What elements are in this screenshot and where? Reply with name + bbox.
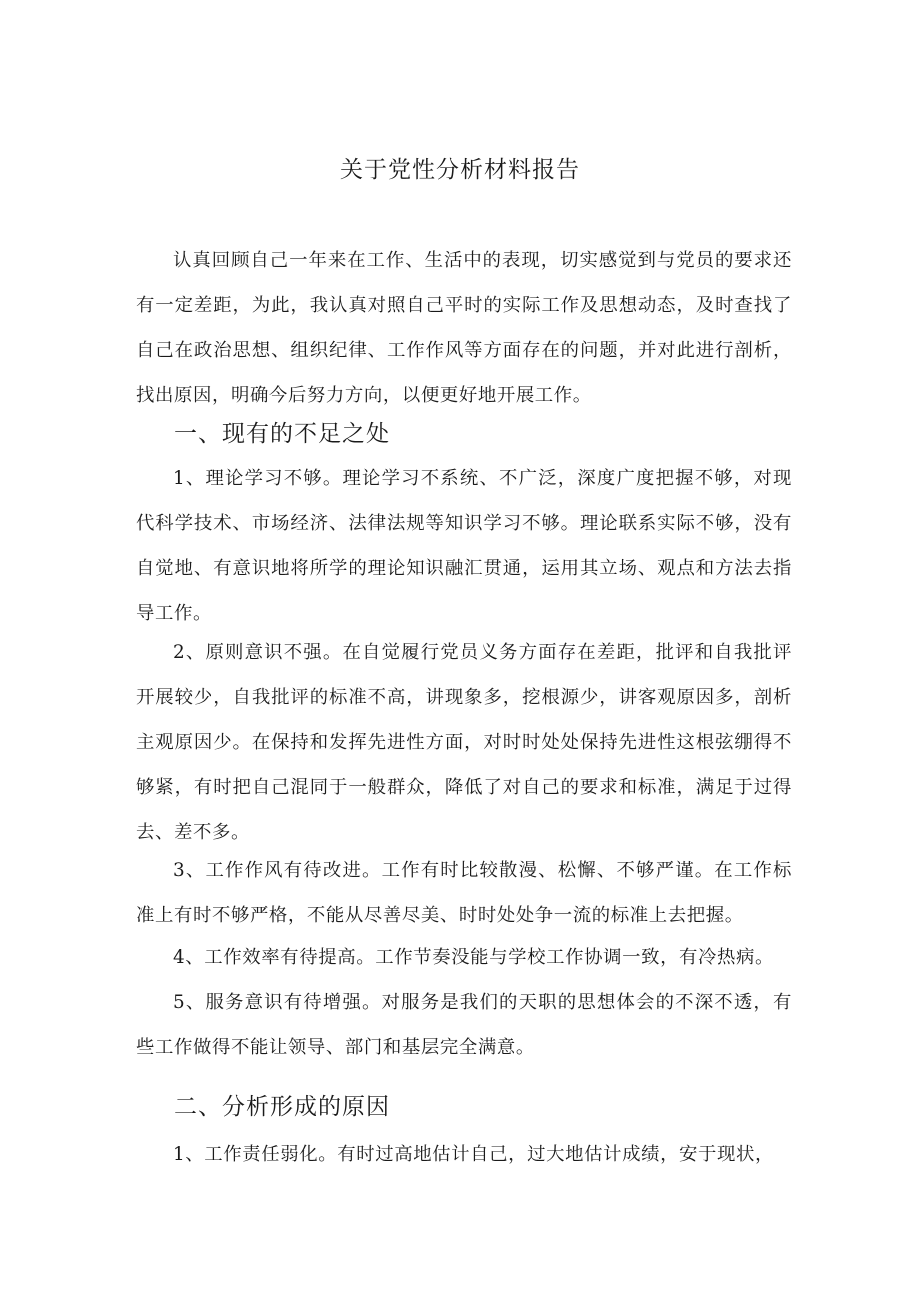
paragraph-responsibility: 1、工作责任弱化。有时过高地估计自己，过大地估计成绩，安于现状， (173, 1144, 775, 1165)
paragraph-service-awareness: 5、服务意识有待增强。对服务是我们的天职的思想体会的不深不透，有些工作做得不能让领导、部门和基层完全满意。 (136, 992, 792, 1058)
intro-paragraph: 认真回顾自己一年来在工作、生活中的表现，切实感觉到与党员的要求还有一定差距，为此，我认真对照自己平时的实际工作及思想动态，及时查找了自己在政治思想、组织纪律、工作作风等方面存在的问题，并对此进行剖析，找出原因，明确今后努力方向，以便更好地开展工作。 (136, 250, 792, 406)
section-heading-causes: 二、分析形成的原因 (174, 1094, 390, 1120)
section-heading-shortcomings: 一、现有的不足之处 (174, 421, 390, 447)
paragraph-work-style: 3、工作作风有待改进。工作有时比较散漫、松懈、不够严谨。在工作标准上有时不够严格，不能从尽善尽美、时时处处争一流的标准上去把握。 (136, 860, 792, 926)
paragraph-work-efficiency: 4、工作效率有待提高。工作节奏没能与学校工作协调一致，有冷热病。 (173, 947, 775, 968)
paragraph-theory-study: 1、理论学习不够。理论学习不系统、不广泛，深度广度把握不够，对现代科学技术、市场经济、法律法规等知识学习不够。理论联系实际不够，没有自觉地、有意识地将所学的理论知识融汇贯通，运用其立场、观点和方法去指导工作。 (136, 468, 792, 624)
document-title: 关于党性分析材料报告 (340, 157, 580, 183)
paragraph-principle-awareness: 2、原则意识不强。在自觉履行党员义务方面存在差距，批评和自我批评开展较少，自我批评的标准不高，讲现象多，挖根源少，讲客观原因多，剖析主观原因少。在保持和发挥先进性方面，对时时处处保持先进性这根弦绷得不够紧，有时把自己混同于一般群众，降低了对自己的要求和标准，满足于过得去、差不多。 (136, 642, 792, 843)
